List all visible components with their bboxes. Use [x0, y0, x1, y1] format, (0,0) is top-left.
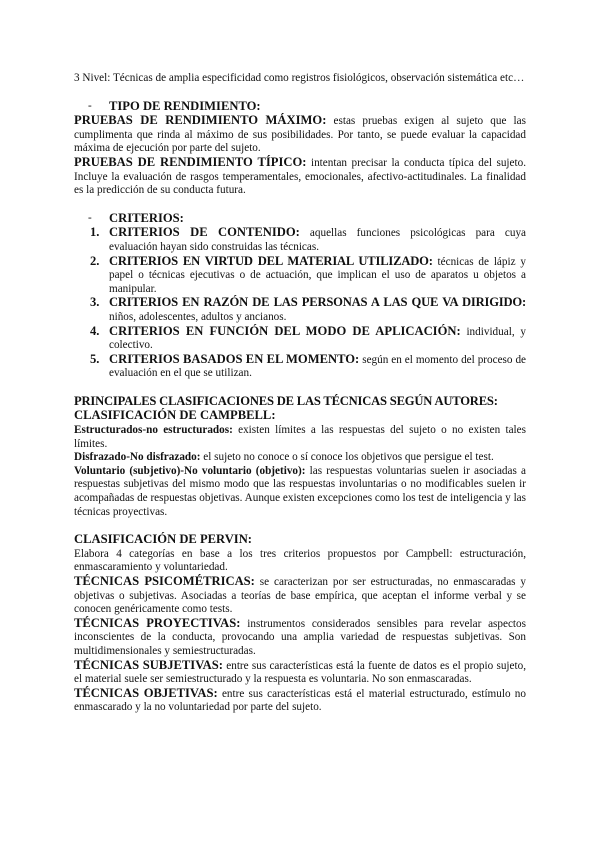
rendimiento-heading-row	[74, 100, 526, 115]
voluntario-label: Voluntario (subjetivo)-No voluntario (objetivo):	[74, 464, 306, 477]
psicometricas-label: TÉCNICAS PSICOMÉTRICAS:	[74, 574, 255, 588]
criterios-heading-row	[74, 212, 526, 227]
disfrazado-label: Disfrazado-No disfrazado:	[74, 451, 201, 464]
document-page	[74, 72, 526, 715]
subjetivas-text: entre sus características está la fuente de datos es el propio sujeto, el material suele ser semiestructurado y la respuesta es voluntaria. No son enmascaradas.	[74, 659, 526, 686]
criterio-label: CRITERIOS EN VIRTUD DEL MATERIAL UTILIZADO:	[109, 253, 433, 268]
rendimiento-tipico-paragraph	[74, 156, 526, 198]
proyectivas-text: instrumentos considerados sensibles para revelar aspectos inconscientes de la conducta, provocando una amplia variedad de respuestas subjetivas. Son multidimensionales y semiestructuradas.	[74, 617, 526, 657]
criterio-text: niños, adolescentes, adultos y ancianos.	[109, 310, 287, 323]
rendimiento-heading: TIPO DE RENDIMIENTO:	[109, 98, 261, 113]
dash-bullet: -	[88, 211, 92, 224]
principales-heading: PRINCIPALES CLASIFICACIONES DE LAS TÉCNICAS SEGÚN AUTORES:	[74, 393, 498, 408]
pervin-heading: CLASIFICACIÓN DE PERVIN:	[74, 532, 252, 547]
voluntario-text: las respuestas voluntarias suelen ir asociadas a respuestas subjetivas del mismo modo que las respuestas involuntarias o no modificables suelen ir acompañadas de respuestas objetivas. Aunque existen excepciones como los test de inteligencia y las técnicas proyectivas.	[74, 464, 526, 518]
criterio-number: 5.	[90, 351, 100, 366]
psicometricas-paragraph	[74, 575, 526, 617]
criterio-text: según en el momento del proceso de evaluación en el que se utilizan.	[109, 353, 527, 380]
proyectivas-label: TÉCNICAS PROYECTIVAS:	[74, 615, 241, 630]
subjetivas-label: TÉCNICAS SUBJETIVAS:	[74, 657, 223, 672]
nivel3-paragraph	[74, 72, 526, 86]
estructurados-text: existen límites a las respuestas del sujeto o no existen tales límites.	[74, 424, 526, 450]
nivel3-text: Técnicas de amplia especificidad como registros fisiológicos, observación sistemática etc…	[112, 72, 525, 84]
rendimiento-tipico-text: intentan precisar la conducta típica del sujeto. Incluye la evaluación de rasgos temperamentales, emocionales, afectivo-actitudinales. La finalidad es la predicción de su conducta futura.	[74, 156, 526, 197]
objetivas-paragraph	[74, 687, 526, 715]
subjetivas-paragraph	[74, 659, 526, 687]
criterio-item	[74, 255, 526, 297]
estructurados-label: Estructurados-no estructurados:	[74, 424, 233, 437]
criterio-number: 4.	[90, 323, 100, 338]
pervin-heading-row	[74, 533, 526, 548]
criterio-text: individual, y colectivo.	[109, 325, 526, 352]
criterio-item	[74, 226, 526, 254]
campbell-heading: CLASIFICACIÓN DE CAMPBELL:	[74, 408, 276, 423]
criterio-label: CRITERIOS BASADOS EN EL MOMENTO:	[109, 351, 360, 366]
criterio-label: CRITERIOS EN RAZÓN DE LAS PERSONAS A LAS QUE VA DIRIGIDO:	[109, 295, 526, 310]
criterio-text: aquellas funciones psicológicas para cuya evaluación hayan sido construidas las técnicas.	[109, 227, 526, 253]
voluntario-paragraph	[74, 465, 526, 519]
criterio-item	[74, 296, 526, 324]
criterio-text: técnicas de lápiz y papel o técnicas ejecutivas o de actuación, que implican el uso de aparatos u objetos a manipular.	[109, 255, 527, 295]
pervin-intro: Elabora 4 categorías en base a los tres criterios propuestos por Campbell: estructuración, enmascaramiento y voluntariedad.	[74, 547, 526, 574]
criterio-number: 2.	[90, 253, 100, 268]
campbell-heading-row	[74, 409, 526, 424]
disfrazado-text: el sujeto no conoce o sí conoce los objetivos que persigue el test.	[200, 451, 494, 464]
criterio-item	[74, 353, 526, 381]
criterios-heading: CRITERIOS:	[109, 210, 184, 225]
criterio-item	[74, 325, 526, 353]
psicometricas-text: se caracterizan por ser estructuradas, no enmascaradas y objetivas o subjetivas. Asociadas a teorías de base empírica, que aceptan el informe verbal y se conocen genéricamente como tests.	[74, 576, 526, 616]
criterio-number: 1.	[90, 225, 100, 240]
proyectivas-paragraph	[74, 617, 526, 659]
estructurados-paragraph	[74, 424, 526, 451]
objetivas-text: entre sus características está el material estructurado, estímulo no enmascarado y la no voluntariedad por parte del sujeto.	[74, 687, 526, 714]
disfrazado-paragraph	[74, 451, 526, 465]
objetivas-label: TÉCNICAS OBJETIVAS:	[74, 685, 218, 700]
principales-heading-row	[74, 395, 526, 410]
rendimiento-maximo-paragraph	[74, 114, 526, 156]
criterios-list	[74, 226, 526, 381]
criterio-label: CRITERIOS DE CONTENIDO:	[109, 225, 300, 240]
criterio-number: 3.	[90, 295, 100, 310]
rendimiento-maximo-label: PRUEBAS DE RENDIMIENTO MÁXIMO:	[74, 113, 327, 128]
dash-bullet: -	[88, 99, 92, 112]
rendimiento-maximo-text: estas pruebas exigen al sujeto que las cumplimenta que rinda al máximo de sus posibilidades. Por tanto, se puede evaluar la capacidad máxima de ejecución por parte del sujeto.	[74, 115, 526, 155]
rendimiento-tipico-label: PRUEBAS DE RENDIMIENTO TÍPICO:	[74, 154, 307, 169]
criterio-label: CRITERIOS EN FUNCIÓN DEL MODO DE APLICACIÓN:	[109, 323, 461, 338]
nivel3-label: 3 Nivel:	[74, 72, 111, 84]
